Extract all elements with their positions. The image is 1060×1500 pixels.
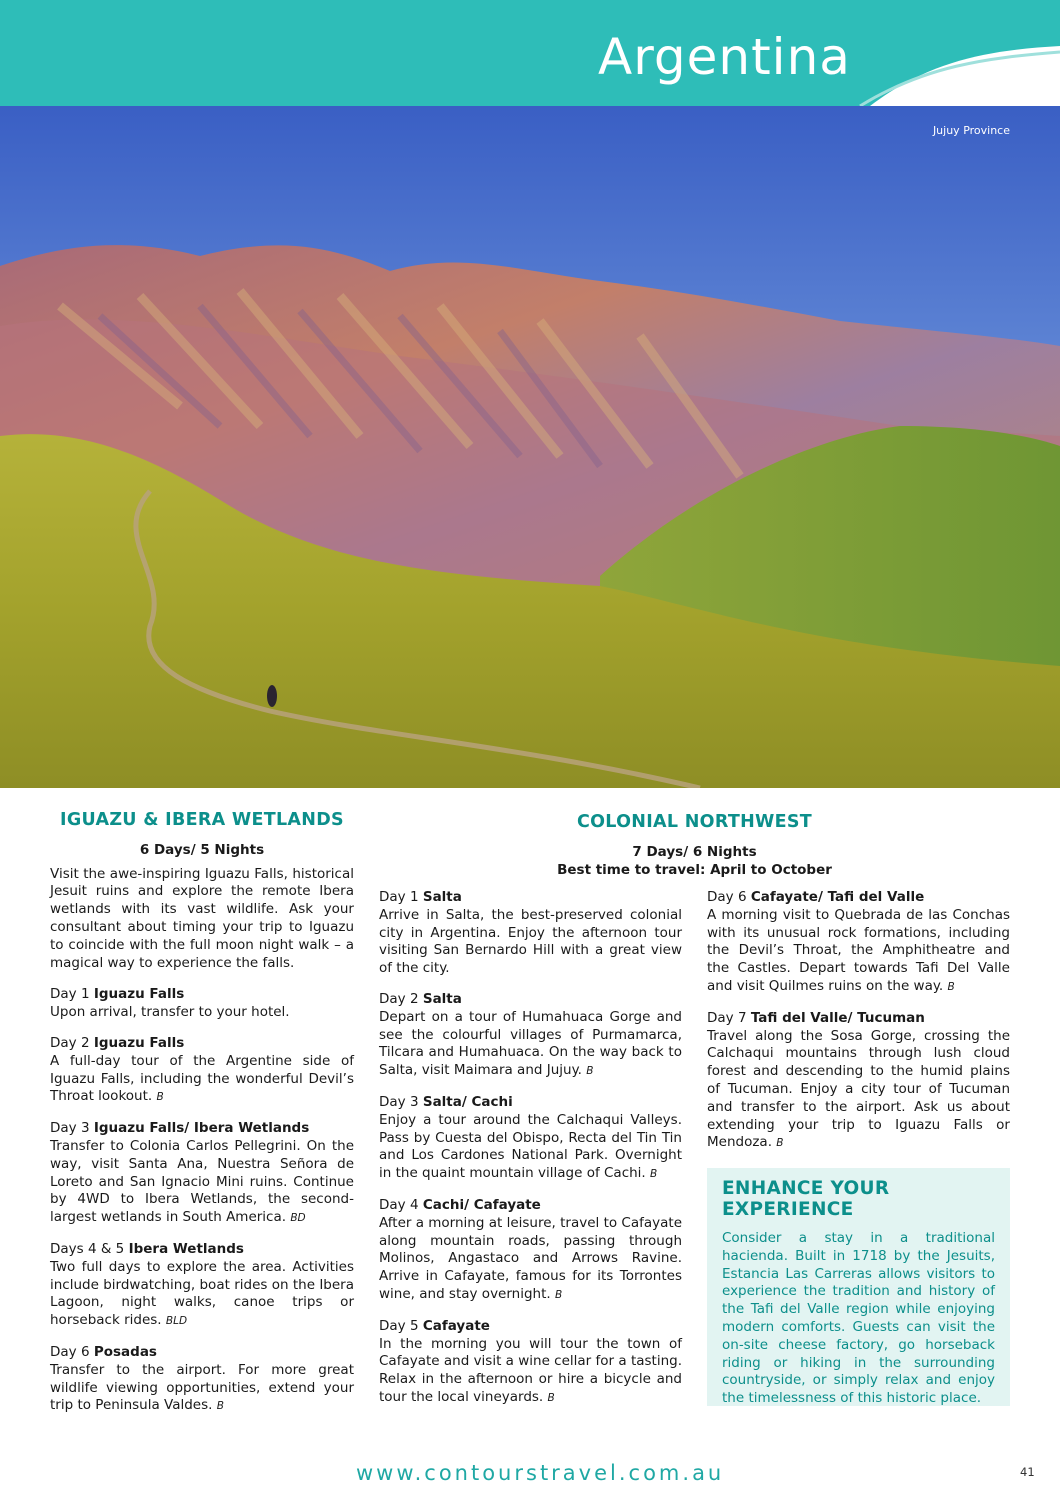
- day-label: Day 1: [50, 986, 90, 1003]
- meal-code: B: [156, 1091, 164, 1104]
- day-text: Travel along the Sosa Gorge, crossing the Calchaqui mountains through lush cloud forest and descending to the humid plains of Tucuman. Enjoy a city tour of Tucuman and transfer to the airport. Ask us about extending your trip to Iguazu Falls or Mendoza.: [707, 1027, 1010, 1151]
- meal-code: B: [216, 1400, 224, 1413]
- itinerary-day: [50, 1035, 354, 1107]
- day-label: Day 2: [50, 1034, 90, 1051]
- hero-photo: [0, 106, 1060, 788]
- enhance-experience-box: [707, 1168, 1010, 1406]
- day-place: Iguazu Falls: [93, 1034, 185, 1051]
- best-time-to-travel: Best time to travel: April to October: [557, 861, 832, 878]
- tour-duration: 7 Days/ 6 Nights: [632, 844, 757, 860]
- meal-code: B: [547, 1391, 555, 1404]
- day-place: Iguazu Falls: [93, 986, 185, 1003]
- day-label: Day 4: [379, 1196, 419, 1213]
- day-place: Iguazu Falls/ Ibera Wetlands: [93, 1120, 310, 1137]
- day-text: In the morning you will tour the town of Cafayate and visit a wine cellar for a tasting. Relax in the afternoon or hire a bicycle and tour the local vineyards.: [379, 1335, 683, 1405]
- enhance-text: Consider a stay in a traditional hacienda. Built in 1718 by the Jesuits, Estancia Las Carreras allows visitors to experience the tradition and history of the Tafi del Valle region while enjoying modern comforts. Guests can visit the on-site cheese factory, go horseback riding or hiking in the surrounding countryside, or simply relax and enjoy the timelessness of this historic place.: [722, 1230, 995, 1407]
- tour-title: IGUAZU & IBERA WETLANDS: [60, 810, 344, 830]
- landscape-image: [0, 106, 1060, 788]
- day-text: Transfer to Colonia Carlos Pellegrini. On the way, visit Santa Ana, Nuestra Señora de Loreto and San Ignacio Mini ruins. Continue by 4WD to Ibera Wetlands, the second-largest wetlands in South America.: [50, 1137, 354, 1226]
- day-label: Day 7: [707, 1009, 747, 1026]
- meal-code: B: [586, 1065, 594, 1078]
- day-place: Cafayate: [422, 1317, 490, 1334]
- day-place: Salta: [422, 990, 462, 1007]
- tour-iguazu-ibera: [50, 812, 354, 1416]
- day-text: A full-day tour of the Argentine side of Iguazu Falls, including the wonderful Devil’s Throat lookout.: [50, 1052, 354, 1105]
- day-label: Day 1: [379, 889, 419, 905]
- itinerary-day: [379, 1094, 682, 1184]
- tour-intro: Visit the awe-inspiring Iguazu Falls, historical Jesuit ruins and explore the remote Ibera wetlands with its vast wildlife. Ask your consultant about timing your trip to Iguazu to coincide with the full moon night walk – a magical way to experience the falls.: [50, 865, 354, 971]
- itinerary-day: [379, 991, 682, 1081]
- tour-colonial-northwest-days-6-7: [707, 889, 1010, 1153]
- day-text: Upon arrival, transfer to your hotel.: [50, 1004, 290, 1021]
- tour-duration: 6 Days/ 5 Nights: [139, 841, 265, 858]
- day-text: Transfer to the airport. For more great wildlife viewing opportunities, extend your trip to Peninsula Valdes.: [50, 1361, 354, 1414]
- itinerary-day: [379, 889, 682, 978]
- day-label: Day 6: [50, 1343, 90, 1360]
- photo-caption: Jujuy Province: [932, 124, 1010, 137]
- footer-website-link[interactable]: www.contourstravel.com.au: [356, 1461, 725, 1485]
- day-place: Posadas: [93, 1343, 157, 1360]
- page-title: Argentina: [598, 28, 851, 86]
- itinerary-day: [707, 1010, 1010, 1153]
- itinerary-day: [50, 1241, 354, 1331]
- tour-title: COLONIAL NORTHWEST: [576, 812, 813, 832]
- page-number: 41: [1020, 1465, 1035, 1479]
- day-place: Cafayate/ Tafi del Valle: [750, 889, 925, 905]
- itinerary-day: [50, 1120, 354, 1228]
- meal-code: B: [776, 1137, 784, 1150]
- meal-code: BLD: [165, 1315, 188, 1328]
- day-label: Day 2: [379, 990, 419, 1007]
- meal-code: B: [555, 1288, 563, 1301]
- day-place: Ibera Wetlands: [128, 1240, 244, 1257]
- day-label: Day 3: [379, 1093, 419, 1110]
- itinerary-day: [50, 1344, 354, 1416]
- itinerary-day: [707, 889, 1010, 997]
- day-text: Depart on a tour of Humahuaca Gorge and see the colourful villages of Purmamarca, Tilcara and Humahuaca. On the way back to Salta, visit Maimara and Jujuy.: [379, 1008, 682, 1079]
- meal-code: B: [650, 1168, 658, 1181]
- day-place: Cachi/ Cafayate: [422, 1196, 541, 1213]
- day-label: Day 6: [707, 889, 747, 905]
- day-text: Arrive in Salta, the best-preserved colonial city in Argentina. Enjoy the afternoon tour visiting San Bernardo Hill with a great view of the city.: [379, 906, 682, 977]
- day-place: Salta/ Cachi: [422, 1093, 513, 1110]
- day-text: Two full days to explore the area. Activities include birdwatching, boat rides on the Ibera Lagoon, night walks, canoe trips or horseback rides.: [50, 1258, 354, 1329]
- header-wave-decoration: [0, 0, 1060, 106]
- meal-code: B: [947, 980, 955, 993]
- day-place: Salta: [422, 889, 462, 905]
- day-label: Day 3: [50, 1120, 90, 1137]
- day-place: Tafi del Valle/ Tucuman: [750, 1009, 925, 1026]
- itinerary-day: [50, 986, 354, 1022]
- enhance-title: ENHANCE YOUR EXPERIENCE: [722, 1178, 890, 1220]
- itinerary-day: [379, 1318, 682, 1408]
- day-label: Day 5: [379, 1317, 419, 1334]
- itinerary-day: [379, 1197, 682, 1305]
- tour-colonial-northwest-header: [379, 812, 1010, 880]
- day-label: Days 4 & 5: [50, 1240, 125, 1257]
- day-text: After a morning at leisure, travel to Cafayate along mountain roads, passing through Molinos, Angastaco and Arrows Ravine. Arrive in Cafayate, famous for its Torrontes wine, and stay overnight.: [379, 1214, 682, 1302]
- day-text: A morning visit to Quebrada de las Conchas with its unusual rock formations, including the Devil’s Throat, the Amphitheatre and the Castles. Depart towards Tafi Del Valle and visit Quilmes ruins on the way.: [707, 906, 1010, 994]
- meal-code: BD: [290, 1212, 306, 1225]
- day-text: Enjoy a tour around the Calchaqui Valleys. Pass by Cuesta del Obispo, Recta del Tin Tin and Los Cardones National Park. Overnight in the quaint mountain village of Cachi.: [379, 1111, 682, 1182]
- header-band: [0, 0, 1060, 106]
- tour-colonial-northwest-days-1-5: [379, 889, 682, 1408]
